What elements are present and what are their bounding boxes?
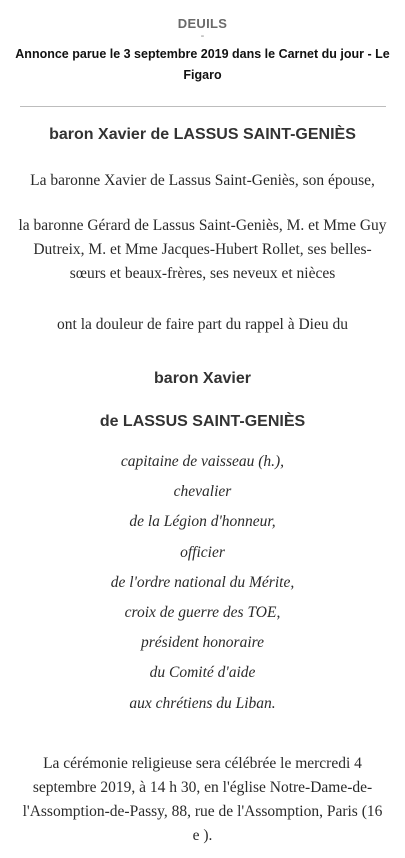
honour-item: croix de guerre des TOE,	[124, 603, 281, 621]
honours-list	[0, 451, 405, 723]
honour-item: officier	[180, 543, 225, 561]
honour-item: capitaine de vaisseau (h.),	[120, 453, 285, 470]
section-dash: -	[200, 30, 205, 42]
deceased-name-line1: baron Xavier	[154, 370, 251, 387]
wife-paragraph: La baronne Xavier de Lassus Saint-Geniès, son épouse,	[30, 172, 375, 189]
notice-heading: baron Xavier de LASSUS SAINT-GENIÈS	[49, 126, 356, 143]
honour-item: président honoraire	[141, 634, 264, 652]
section-label: DEUILS	[177, 16, 228, 31]
honour-item: de la Légion d'honneur,	[129, 513, 276, 531]
honour-item: aux chrétiens du Liban.	[129, 694, 276, 712]
divider	[20, 106, 386, 107]
deceased-name-line2: de LASSUS SAINT-GENIÈS	[99, 413, 306, 430]
announcement-paragraph: ont la douleur de faire part du rappel à Dieu du	[57, 316, 348, 333]
ceremony-paragraph: La cérémonie religieuse sera célébrée le mercredi 4 septembre 2019, à 14 h 30, en l'église Notre-Dame-de-l'Assomption-de-Passy, 88, rue de l'Assomption, Paris (16 e ).	[22, 755, 383, 844]
honour-item: chevalier	[173, 483, 232, 501]
family-paragraph: la baronne Gérard de Lassus Saint-Geniès, M. et Mme Guy Dutreix, M. et Mme Jacques-Hubert Rollet, ses belles-sœurs et beaux-frères, ses neveux et nièces	[18, 217, 387, 282]
honour-item: de l'ordre national du Mérite,	[110, 573, 295, 591]
publication-line: Annonce parue le 3 septembre 2019 dans le Carnet du jour - Le Figaro	[15, 47, 390, 82]
honour-item: du Comité d'aide	[149, 664, 256, 682]
